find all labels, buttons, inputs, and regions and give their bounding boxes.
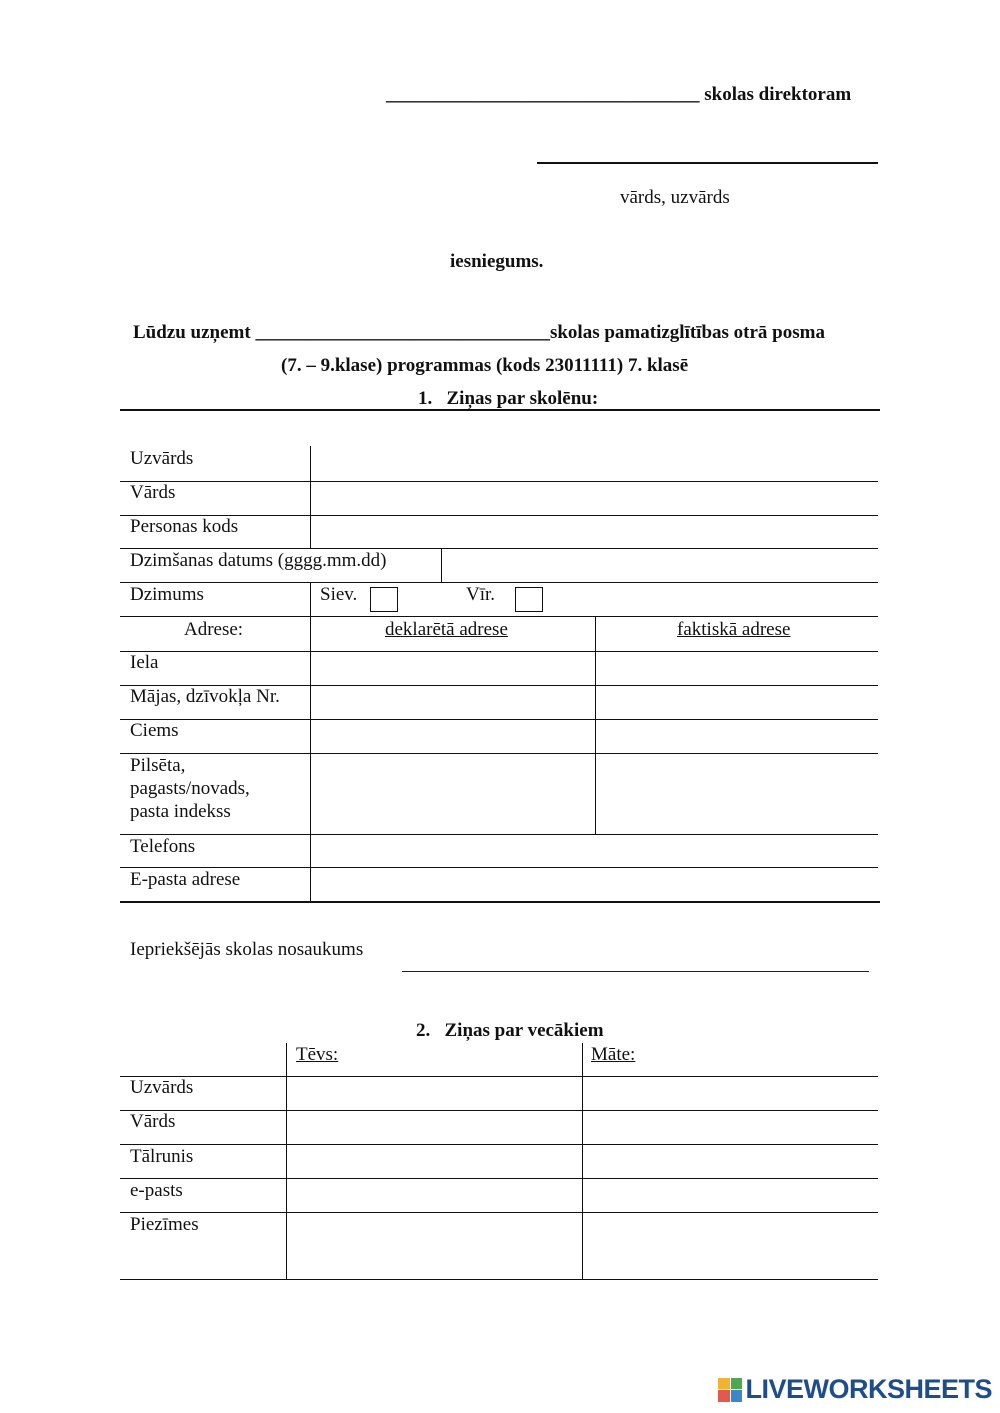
request-start: Lūdzu uzņemt <box>133 322 251 343</box>
personal-code-input[interactable] <box>312 516 878 547</box>
surname-input[interactable] <box>312 446 878 480</box>
addressee-line <box>386 84 851 106</box>
parent-label-notes: Piezīmes <box>130 1214 199 1235</box>
label-name: Vārds <box>130 482 176 503</box>
section1-title: Ziņas par skolēnu: <box>446 388 599 409</box>
section2-heading <box>416 1020 604 1042</box>
actual-village-input[interactable] <box>597 720 878 752</box>
label-birth-date: Dzimšanas datums (gggg.mm.dd) <box>130 550 387 571</box>
previous-school-label: Iepriekšējās skolas nosaukums <box>130 939 364 960</box>
name-input[interactable] <box>312 482 878 514</box>
actual-house-input[interactable] <box>597 686 878 718</box>
liveworksheets-brand <box>718 1374 992 1405</box>
label-phone: Telefons <box>130 836 196 857</box>
parent-label-phone: Tālrunis <box>130 1146 194 1167</box>
label-city-1: Pilsēta, <box>130 755 186 776</box>
request-line-2: (7. – 9.klase) programmas (kods 23011111) 7. klasē <box>281 355 689 376</box>
header-mother: Māte: <box>591 1044 636 1065</box>
label-street: Iela <box>130 652 159 673</box>
label-house-flat: Mājas, dzīvokļa Nr. <box>130 686 280 707</box>
header-declared-address: deklarētā adrese <box>385 619 508 640</box>
mother-surname-input[interactable] <box>584 1077 878 1109</box>
target-school-blank[interactable]: _______________________________ <box>255 322 550 343</box>
request-line-1 <box>133 322 825 344</box>
declared-house-input[interactable] <box>312 686 594 718</box>
section1-top-rule <box>120 409 880 411</box>
phone-input[interactable] <box>312 835 878 866</box>
label-address: Adrese: <box>184 619 244 640</box>
addressee-text: skolas direktoram <box>704 84 852 105</box>
liveworksheets-logo-icon <box>718 1378 742 1402</box>
mother-notes-input[interactable] <box>584 1213 878 1278</box>
request-end: skolas pamatizglītības otrā posma <box>549 322 825 343</box>
label-city-3: pasta indekss <box>130 801 231 822</box>
actual-street-input[interactable] <box>597 652 878 684</box>
label-city-2: pagasts/novads, <box>130 778 250 799</box>
actual-city-input[interactable] <box>597 754 878 833</box>
mother-phone-input[interactable] <box>584 1145 878 1177</box>
female-checkbox[interactable] <box>370 587 398 612</box>
label-surname: Uzvārds <box>130 448 194 469</box>
label-gender-female: Siev. <box>320 584 358 605</box>
applicant-name-field[interactable] <box>537 162 878 164</box>
parent-label-email: e-pasts <box>130 1180 183 1201</box>
section1-number: 1. <box>418 388 433 409</box>
label-village: Ciems <box>130 720 179 741</box>
father-surname-input[interactable] <box>288 1077 581 1109</box>
label-email: E-pasta adrese <box>130 869 241 890</box>
name-caption: vārds, uzvārds <box>620 187 730 208</box>
header-actual-address: faktiskā adrese <box>677 619 791 640</box>
declared-city-input[interactable] <box>312 754 594 833</box>
birth-date-input[interactable] <box>443 549 878 581</box>
label-personal-code: Personas kods <box>130 516 239 537</box>
father-email-input[interactable] <box>288 1179 581 1211</box>
parent-label-name: Vārds <box>130 1111 176 1132</box>
document-title: iesniegums. <box>450 251 544 272</box>
email-input[interactable] <box>312 868 878 900</box>
section1-heading <box>418 388 598 410</box>
male-checkbox[interactable] <box>515 587 543 612</box>
section2-number: 2. <box>416 1020 431 1041</box>
parent-label-surname: Uzvārds <box>130 1077 194 1098</box>
label-gender: Dzimums <box>130 584 204 605</box>
father-phone-input[interactable] <box>288 1145 581 1177</box>
section2-title: Ziņas par vecākiem <box>444 1020 604 1041</box>
mother-email-input[interactable] <box>584 1179 878 1211</box>
father-name-input[interactable] <box>288 1111 581 1143</box>
mother-name-input[interactable] <box>584 1111 878 1143</box>
previous-school-input[interactable] <box>402 948 869 972</box>
header-father: Tēvs: <box>296 1044 339 1065</box>
father-notes-input[interactable] <box>288 1213 581 1278</box>
school-name-blank[interactable]: _________________________________ <box>386 84 700 105</box>
declared-street-input[interactable] <box>312 652 594 684</box>
declared-village-input[interactable] <box>312 720 594 752</box>
label-gender-male: Vīr. <box>466 584 496 605</box>
brand-text: LIVEWORKSHEETS <box>745 1374 992 1404</box>
